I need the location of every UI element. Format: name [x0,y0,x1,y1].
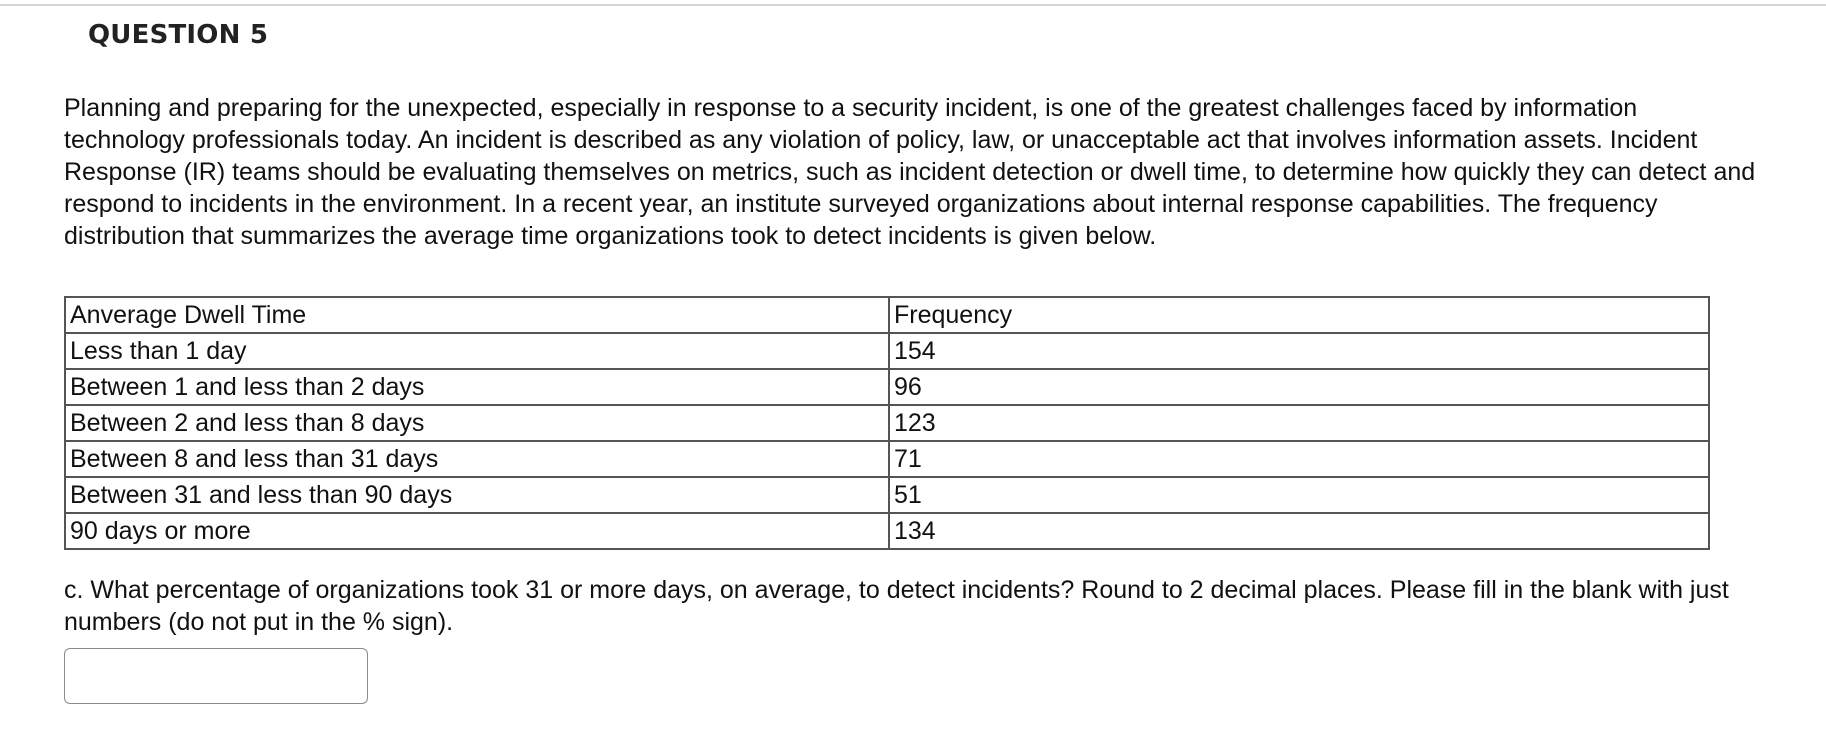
frequency-table [64,296,1710,550]
table-row [65,405,1709,441]
table-cell-dwell-time: 90 days or more [65,513,889,549]
answer-input[interactable] [64,648,368,704]
table-row [65,513,1709,549]
table-row [65,441,1709,477]
table-cell-frequency: 134 [889,513,1709,549]
table-cell-frequency: 154 [889,333,1709,369]
table-cell-dwell-time: Between 8 and less than 31 days [65,441,889,477]
table-cell-dwell-time: Between 31 and less than 90 days [65,477,889,513]
table-cell-frequency: 96 [889,369,1709,405]
table-cell-dwell-time: Between 1 and less than 2 days [65,369,889,405]
part-c-question-text: c. What percentage of organizations took 31 or more days, on average, to detect incidents? Round to 2 decimal places. Please fill in the blank with just numbers (do not put in the % sign). [64,576,1729,636]
table-cell-frequency: 123 [889,405,1709,441]
question-text: Planning and preparing for the unexpected, especially in response to a security incident, is one of the greatest challenges faced by information technology professionals today. An incident is described as any violation of policy, law, or unacceptable act that involves information assets. Incident Response (IR) teams should be evaluating themselves on metrics, such as incident detection or dwell time, to determine how quickly they can detect and respond to incidents in the environment. In a recent year, an institute surveyed organizations about internal response capabilities. The frequency distribution that summarizes the average time organizations took to detect incidents is given below. [64,94,1756,250]
table-cell-dwell-time: Less than 1 day [65,333,889,369]
table-row [65,369,1709,405]
column-header-dwell-time: Anverage Dwell Time [65,297,889,333]
table-row [65,477,1709,513]
question-title: QUESTION 5 [88,20,269,50]
table-cell-dwell-time: Between 2 and less than 8 days [65,405,889,441]
table-header-row [65,297,1709,333]
table-cell-frequency: 51 [889,477,1709,513]
top-divider [0,4,1826,6]
table-row [65,333,1709,369]
table-cell-frequency: 71 [889,441,1709,477]
column-header-frequency: Frequency [889,297,1709,333]
